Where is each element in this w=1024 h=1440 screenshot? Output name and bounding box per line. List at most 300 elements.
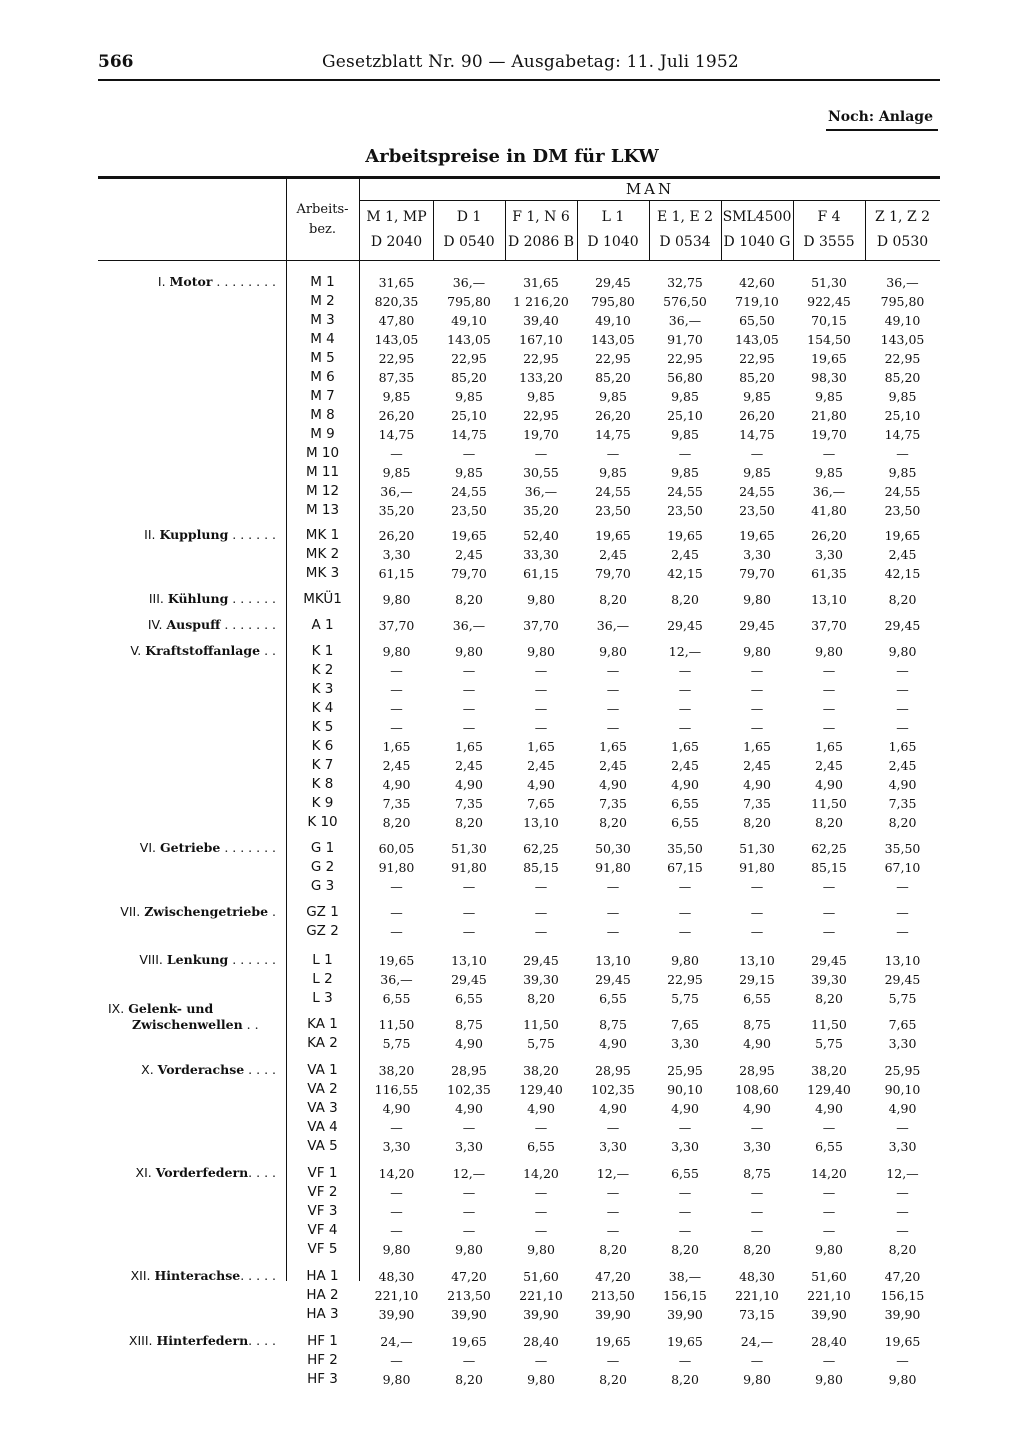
row-code: M 8 (310, 407, 335, 423)
price-cell: 38,— (668, 1269, 702, 1284)
price-cell: 6,55 (599, 991, 627, 1006)
column-header-engine: D 2040 (370, 234, 423, 250)
price-cell: — (822, 1185, 836, 1200)
price-cell: — (390, 1223, 403, 1238)
row-code: G 3 (310, 878, 335, 894)
price-cell: 7,35 (382, 796, 411, 811)
price-cell: 39,90 (667, 1307, 703, 1322)
column-header-engine: D 0540 (443, 234, 495, 250)
price-cell: 85,20 (739, 370, 775, 385)
row-code: MK 3 (305, 565, 340, 581)
price-cell: 4,90 (743, 1036, 771, 1051)
price-cell: 65,50 (739, 313, 775, 328)
price-cell: 31,65 (378, 275, 415, 290)
price-cell: 6,55 (455, 991, 483, 1006)
price-cell: — (896, 446, 909, 461)
price-cell: 4,90 (888, 777, 917, 792)
price-cell: 22,95 (667, 972, 703, 987)
price-cell: 39,30 (523, 972, 559, 987)
row-code: MKÜ1 (303, 591, 342, 607)
price-cell: 87,35 (378, 370, 415, 385)
price-cell: — (750, 1185, 764, 1200)
price-cell: 91,70 (667, 332, 703, 347)
row-code: K 7 (311, 757, 334, 773)
price-cell: 9,80 (743, 592, 771, 607)
price-cell: 23,50 (884, 503, 921, 518)
price-cell: 19,65 (667, 528, 703, 543)
price-cell: 8,20 (743, 815, 771, 830)
price-cell: 5,75 (671, 991, 699, 1006)
price-cell: — (896, 1185, 909, 1200)
section-number: I. (157, 274, 166, 289)
price-cell: — (534, 446, 548, 461)
rule-under-header (98, 260, 940, 261)
section-leader-dots: . . (242, 1017, 259, 1032)
price-cell: 85,15 (811, 860, 847, 875)
column-header-model: F 4 (817, 209, 841, 225)
price-cell: 9,80 (815, 644, 843, 659)
row-code: K 8 (311, 776, 334, 792)
price-cell: — (534, 905, 548, 920)
price-cell: 22,95 (884, 351, 921, 366)
price-cell: 38,20 (811, 1063, 847, 1078)
price-cell: — (678, 446, 692, 461)
price-cell: — (822, 720, 836, 735)
price-cell: 143,05 (447, 332, 491, 347)
price-cell: 9,80 (599, 644, 627, 659)
price-cell: — (606, 879, 620, 894)
price-cell: — (678, 1120, 692, 1135)
price-cell: 719,10 (735, 294, 779, 309)
price-cell: — (822, 446, 836, 461)
price-cell: 9,80 (382, 592, 411, 607)
section-name-cont: Zwischenwellen (132, 1017, 243, 1032)
price-cell: 26,20 (595, 408, 631, 423)
price-cell: — (390, 879, 403, 894)
section-name: Getriebe (159, 840, 221, 855)
price-cell: 29,45 (595, 972, 631, 987)
section-label (96, 1333, 276, 1349)
price-cell: — (606, 1120, 620, 1135)
price-cell: 14,75 (378, 427, 415, 442)
price-cell: 9,85 (527, 389, 555, 404)
price-cell: — (534, 1353, 548, 1368)
price-cell: 25,95 (667, 1063, 703, 1078)
price-cell: 25,10 (451, 408, 487, 423)
section-number: V. (130, 643, 142, 658)
price-cell: — (678, 720, 692, 735)
price-cell: 70,15 (811, 313, 847, 328)
price-cell: — (462, 663, 476, 678)
price-cell: 24,— (740, 1334, 774, 1349)
price-cell: 23,50 (451, 503, 487, 518)
price-cell: 213,50 (591, 1288, 635, 1303)
price-cell: — (750, 1204, 764, 1219)
price-cell: — (462, 1204, 476, 1219)
price-cell: 36,— (886, 275, 919, 290)
price-cell: — (390, 1120, 403, 1135)
price-cell: 35,50 (667, 841, 703, 856)
price-cell: 6,55 (671, 815, 699, 830)
row-code: M 13 (305, 502, 340, 518)
arbeits-bez-header (286, 200, 359, 240)
price-cell: — (678, 879, 692, 894)
price-cell: 51,60 (811, 1269, 847, 1284)
price-cell: 9,80 (382, 1242, 411, 1257)
section-number: VII. (120, 904, 141, 919)
price-cell: 116,55 (374, 1082, 419, 1097)
price-cell: 8,20 (599, 1372, 627, 1387)
price-cell: 9,80 (527, 1242, 555, 1257)
price-cell: — (534, 682, 548, 697)
row-code: VA 2 (307, 1081, 338, 1097)
column-header-model: E 1, E 2 (656, 209, 714, 225)
price-cell: 167,10 (519, 332, 563, 347)
row-code: M 9 (310, 426, 335, 442)
price-cell: 8,75 (743, 1017, 771, 1032)
price-cell: 221,10 (519, 1288, 563, 1303)
price-cell: 8,20 (382, 815, 411, 830)
price-cell: 39,90 (378, 1307, 415, 1322)
price-cell: 6,55 (815, 1139, 843, 1154)
price-cell: 41,80 (811, 503, 847, 518)
price-cell: — (390, 1185, 403, 1200)
price-cell: 8,20 (671, 592, 699, 607)
annex-note: Noch: Anlage (828, 109, 934, 125)
price-cell: 3,30 (743, 547, 771, 562)
section-number: XIII. (128, 1333, 153, 1348)
column-header-model: D 1 (456, 209, 482, 225)
price-cell: 7,35 (455, 796, 483, 811)
price-cell: 9,85 (743, 389, 771, 404)
section-label (96, 274, 276, 290)
price-cell: 13,10 (739, 953, 775, 968)
price-cell: 8,20 (888, 592, 917, 607)
row-code: M 4 (310, 331, 335, 347)
price-cell: 29,45 (884, 618, 921, 633)
price-cell: 14,75 (739, 427, 775, 442)
price-cell: — (822, 924, 836, 939)
price-cell: — (462, 682, 476, 697)
row-code: K 9 (311, 795, 334, 811)
price-cell: 221,10 (807, 1288, 851, 1303)
price-cell: 143,05 (880, 332, 925, 347)
price-cell: — (462, 446, 476, 461)
price-cell: 4,90 (599, 1036, 627, 1051)
price-cell: 23,50 (667, 503, 703, 518)
row-code: A 1 (311, 617, 334, 633)
price-cell: 22,95 (595, 351, 631, 366)
row-code: HF 3 (307, 1371, 338, 1387)
price-cell: — (606, 905, 620, 920)
price-cell: 9,85 (888, 389, 917, 404)
price-cell: — (606, 1223, 620, 1238)
price-cell: 2,45 (743, 758, 771, 773)
price-cell: 102,35 (447, 1082, 491, 1097)
price-cell: 91,80 (451, 860, 487, 875)
row-code: M 12 (305, 483, 340, 499)
price-cell: — (750, 720, 764, 735)
price-cell: 36,— (452, 618, 486, 633)
price-cell: — (822, 1204, 836, 1219)
price-cell: 19,65 (451, 1334, 487, 1349)
price-cell: 3,30 (455, 1139, 483, 1154)
price-cell: — (390, 446, 403, 461)
row-code: VA 5 (307, 1138, 338, 1154)
price-cell: 143,05 (735, 332, 779, 347)
price-cell: 52,40 (523, 528, 559, 543)
price-cell: — (606, 663, 620, 678)
price-cell: 29,45 (884, 972, 921, 987)
price-cell: — (534, 1223, 548, 1238)
price-cell: 795,80 (880, 294, 925, 309)
price-cell: 11,50 (378, 1017, 415, 1032)
price-cell: 6,55 (743, 991, 771, 1006)
price-cell: 7,65 (527, 796, 555, 811)
column-header-model: M 1, MP (366, 209, 427, 225)
section-leader-dots: . . . . . . . (220, 617, 276, 632)
price-cell: 9,80 (888, 1372, 917, 1387)
price-cell: 8,75 (455, 1017, 483, 1032)
price-cell: 143,05 (591, 332, 635, 347)
price-cell: — (462, 924, 476, 939)
price-cell: 133,20 (519, 370, 563, 385)
section-leader-dots: . (268, 904, 276, 919)
price-cell: 19,65 (595, 528, 631, 543)
section-number: VI. (139, 840, 156, 855)
price-cell: 3,30 (888, 1139, 917, 1154)
price-cell: 26,20 (378, 528, 415, 543)
price-cell: 4,90 (743, 1101, 771, 1116)
price-cell: 85,20 (884, 370, 921, 385)
price-cell: — (750, 446, 764, 461)
row-code: GZ 1 (306, 904, 339, 920)
price-cell: — (462, 879, 476, 894)
price-cell: 14,75 (451, 427, 487, 442)
price-cell: 42,60 (739, 275, 775, 290)
price-cell: 1,65 (455, 739, 483, 754)
price-cell: 19,65 (811, 351, 847, 366)
row-code: HF 1 (307, 1333, 338, 1349)
section-leader-dots: . . . . . . . (220, 840, 276, 855)
price-cell: 28,95 (595, 1063, 631, 1078)
price-cell: — (750, 905, 764, 920)
price-cell: 2,45 (599, 547, 627, 562)
price-cell: — (750, 682, 764, 697)
price-cell: — (678, 905, 692, 920)
price-cell: — (606, 720, 620, 735)
price-cell: 19,65 (739, 528, 775, 543)
price-cell: 33,30 (523, 547, 559, 562)
price-cell: 42,15 (884, 566, 921, 581)
price-cell: 3,30 (888, 1036, 917, 1051)
price-cell: 9,85 (888, 465, 917, 480)
section-label (96, 527, 276, 543)
price-cell: — (534, 924, 548, 939)
price-cell: 9,85 (455, 389, 483, 404)
price-cell: 24,55 (595, 484, 631, 499)
column-header-engine: D 3555 (803, 234, 855, 250)
price-cell: 90,10 (667, 1082, 703, 1097)
row-code: GZ 2 (306, 923, 339, 939)
section-title-line1 (108, 1001, 278, 1017)
price-cell: — (534, 663, 548, 678)
price-cell: — (896, 701, 909, 716)
price-cell: 8,20 (455, 815, 483, 830)
price-cell: 25,10 (667, 408, 703, 423)
price-cell: 8,20 (815, 991, 843, 1006)
price-cell: — (534, 720, 548, 735)
price-cell: 19,70 (811, 427, 847, 442)
price-cell: 2,45 (382, 758, 411, 773)
price-cell: 24,— (380, 1334, 413, 1349)
section-name: Vorderfedern (155, 1165, 249, 1180)
price-cell: 39,30 (811, 972, 847, 987)
price-cell: — (896, 905, 909, 920)
section-label (96, 591, 276, 607)
price-cell: 67,10 (884, 860, 921, 875)
price-cell: — (534, 1120, 548, 1135)
price-cell: 9,85 (815, 389, 843, 404)
price-cell: 3,30 (382, 547, 411, 562)
row-code: K 3 (311, 681, 334, 697)
price-cell: 6,55 (382, 991, 411, 1006)
price-cell: 7,35 (599, 796, 627, 811)
price-cell: 39,90 (811, 1307, 847, 1322)
row-code: M 10 (305, 445, 340, 461)
section-label (96, 1165, 276, 1181)
row-code: MK 1 (305, 527, 340, 543)
price-cell: — (390, 701, 403, 716)
price-cell: 3,30 (599, 1139, 627, 1154)
price-cell: 9,85 (743, 465, 771, 480)
price-cell: 91,80 (739, 860, 775, 875)
price-cell: 51,60 (523, 1269, 559, 1284)
price-cell: — (606, 924, 620, 939)
section-label (96, 617, 276, 633)
price-cell: 9,80 (671, 953, 699, 968)
row-code: HF 2 (307, 1352, 338, 1368)
price-cell: 2,45 (815, 758, 843, 773)
price-cell: 36,— (596, 618, 630, 633)
price-cell: 91,80 (595, 860, 631, 875)
price-cell: 8,20 (743, 1242, 771, 1257)
price-cell: 6,55 (527, 1139, 555, 1154)
price-cell: 4,90 (815, 1101, 843, 1116)
price-cell: 143,05 (374, 332, 419, 347)
section-leader-dots: . . . . (244, 1062, 276, 1077)
price-cell: 11,50 (523, 1017, 559, 1032)
price-cell: — (390, 663, 403, 678)
price-cell: — (462, 905, 476, 920)
price-cell: 22,95 (667, 351, 703, 366)
price-cell: — (678, 701, 692, 716)
price-cell: 3,30 (815, 547, 843, 562)
price-cell: 156,15 (880, 1288, 925, 1303)
price-cell: 36,— (668, 313, 702, 328)
price-cell: 8,20 (671, 1372, 699, 1387)
price-cell: 14,75 (595, 427, 631, 442)
section-number: IV. (147, 617, 163, 632)
price-cell: 73,15 (739, 1307, 775, 1322)
price-cell: 795,80 (591, 294, 635, 309)
price-cell: 9,85 (671, 465, 699, 480)
price-cell: 29,45 (451, 972, 487, 987)
price-cell: — (822, 879, 836, 894)
price-cell: 4,90 (382, 777, 411, 792)
row-code: M 2 (310, 293, 335, 309)
price-cell: 36,— (812, 484, 846, 499)
price-cell: 26,20 (378, 408, 415, 423)
price-cell: — (822, 663, 836, 678)
price-cell: 9,80 (743, 644, 771, 659)
price-cell: — (606, 682, 620, 697)
price-cell: 6,55 (671, 1166, 699, 1181)
price-cell: — (534, 1204, 548, 1219)
price-cell: 48,30 (739, 1269, 775, 1284)
price-cell: 37,70 (811, 618, 847, 633)
section-leader-dots: . . . . . . (228, 527, 276, 542)
price-cell: 1,65 (671, 739, 699, 754)
row-code: M 1 (310, 274, 335, 290)
price-cell: 9,80 (815, 1372, 843, 1387)
price-cell: 4,90 (599, 777, 627, 792)
price-cell: 28,40 (811, 1334, 847, 1349)
table-top-rule (98, 176, 940, 179)
row-code: M 6 (310, 369, 335, 385)
price-cell: 221,10 (735, 1288, 779, 1303)
price-cell: 9,85 (382, 465, 411, 480)
price-cell: 4,90 (527, 777, 555, 792)
price-cell: 576,50 (663, 294, 707, 309)
row-code: M 5 (310, 350, 335, 366)
price-cell: — (678, 924, 692, 939)
section-name: Gelenk- und (128, 1001, 214, 1016)
price-cell: 9,85 (671, 389, 699, 404)
price-cell: 21,80 (811, 408, 847, 423)
row-code: M 11 (305, 464, 340, 480)
price-cell: 1,65 (382, 739, 411, 754)
price-cell: 12,— (668, 644, 702, 659)
price-cell: 5,75 (888, 991, 917, 1006)
price-cell: 14,20 (378, 1166, 415, 1181)
price-cell: 9,80 (527, 592, 555, 607)
price-cell: 51,30 (739, 841, 775, 856)
price-cell: 49,10 (595, 313, 631, 328)
price-cell: — (390, 1353, 403, 1368)
price-cell: 8,75 (743, 1166, 771, 1181)
price-cell: — (750, 663, 764, 678)
price-cell: 1,65 (743, 739, 771, 754)
section-name: Hinterachse (154, 1268, 241, 1283)
section-name: Auspuff (166, 617, 221, 632)
price-cell: 67,15 (667, 860, 703, 875)
price-cell: 3,30 (671, 1036, 699, 1051)
price-cell: 22,95 (739, 351, 775, 366)
price-cell: 30,55 (523, 465, 559, 480)
price-cell: 19,65 (884, 1334, 921, 1349)
price-cell: 39,90 (884, 1307, 921, 1322)
price-cell: 11,50 (811, 796, 847, 811)
price-cell: 79,70 (739, 566, 775, 581)
price-cell: — (606, 701, 620, 716)
price-cell: 4,90 (671, 1101, 699, 1116)
price-cell: 26,20 (811, 528, 847, 543)
price-cell: 4,90 (455, 1036, 483, 1051)
section-name: Kraftstoffanlage (145, 643, 261, 658)
price-cell: — (390, 924, 403, 939)
price-cell: 22,95 (378, 351, 415, 366)
